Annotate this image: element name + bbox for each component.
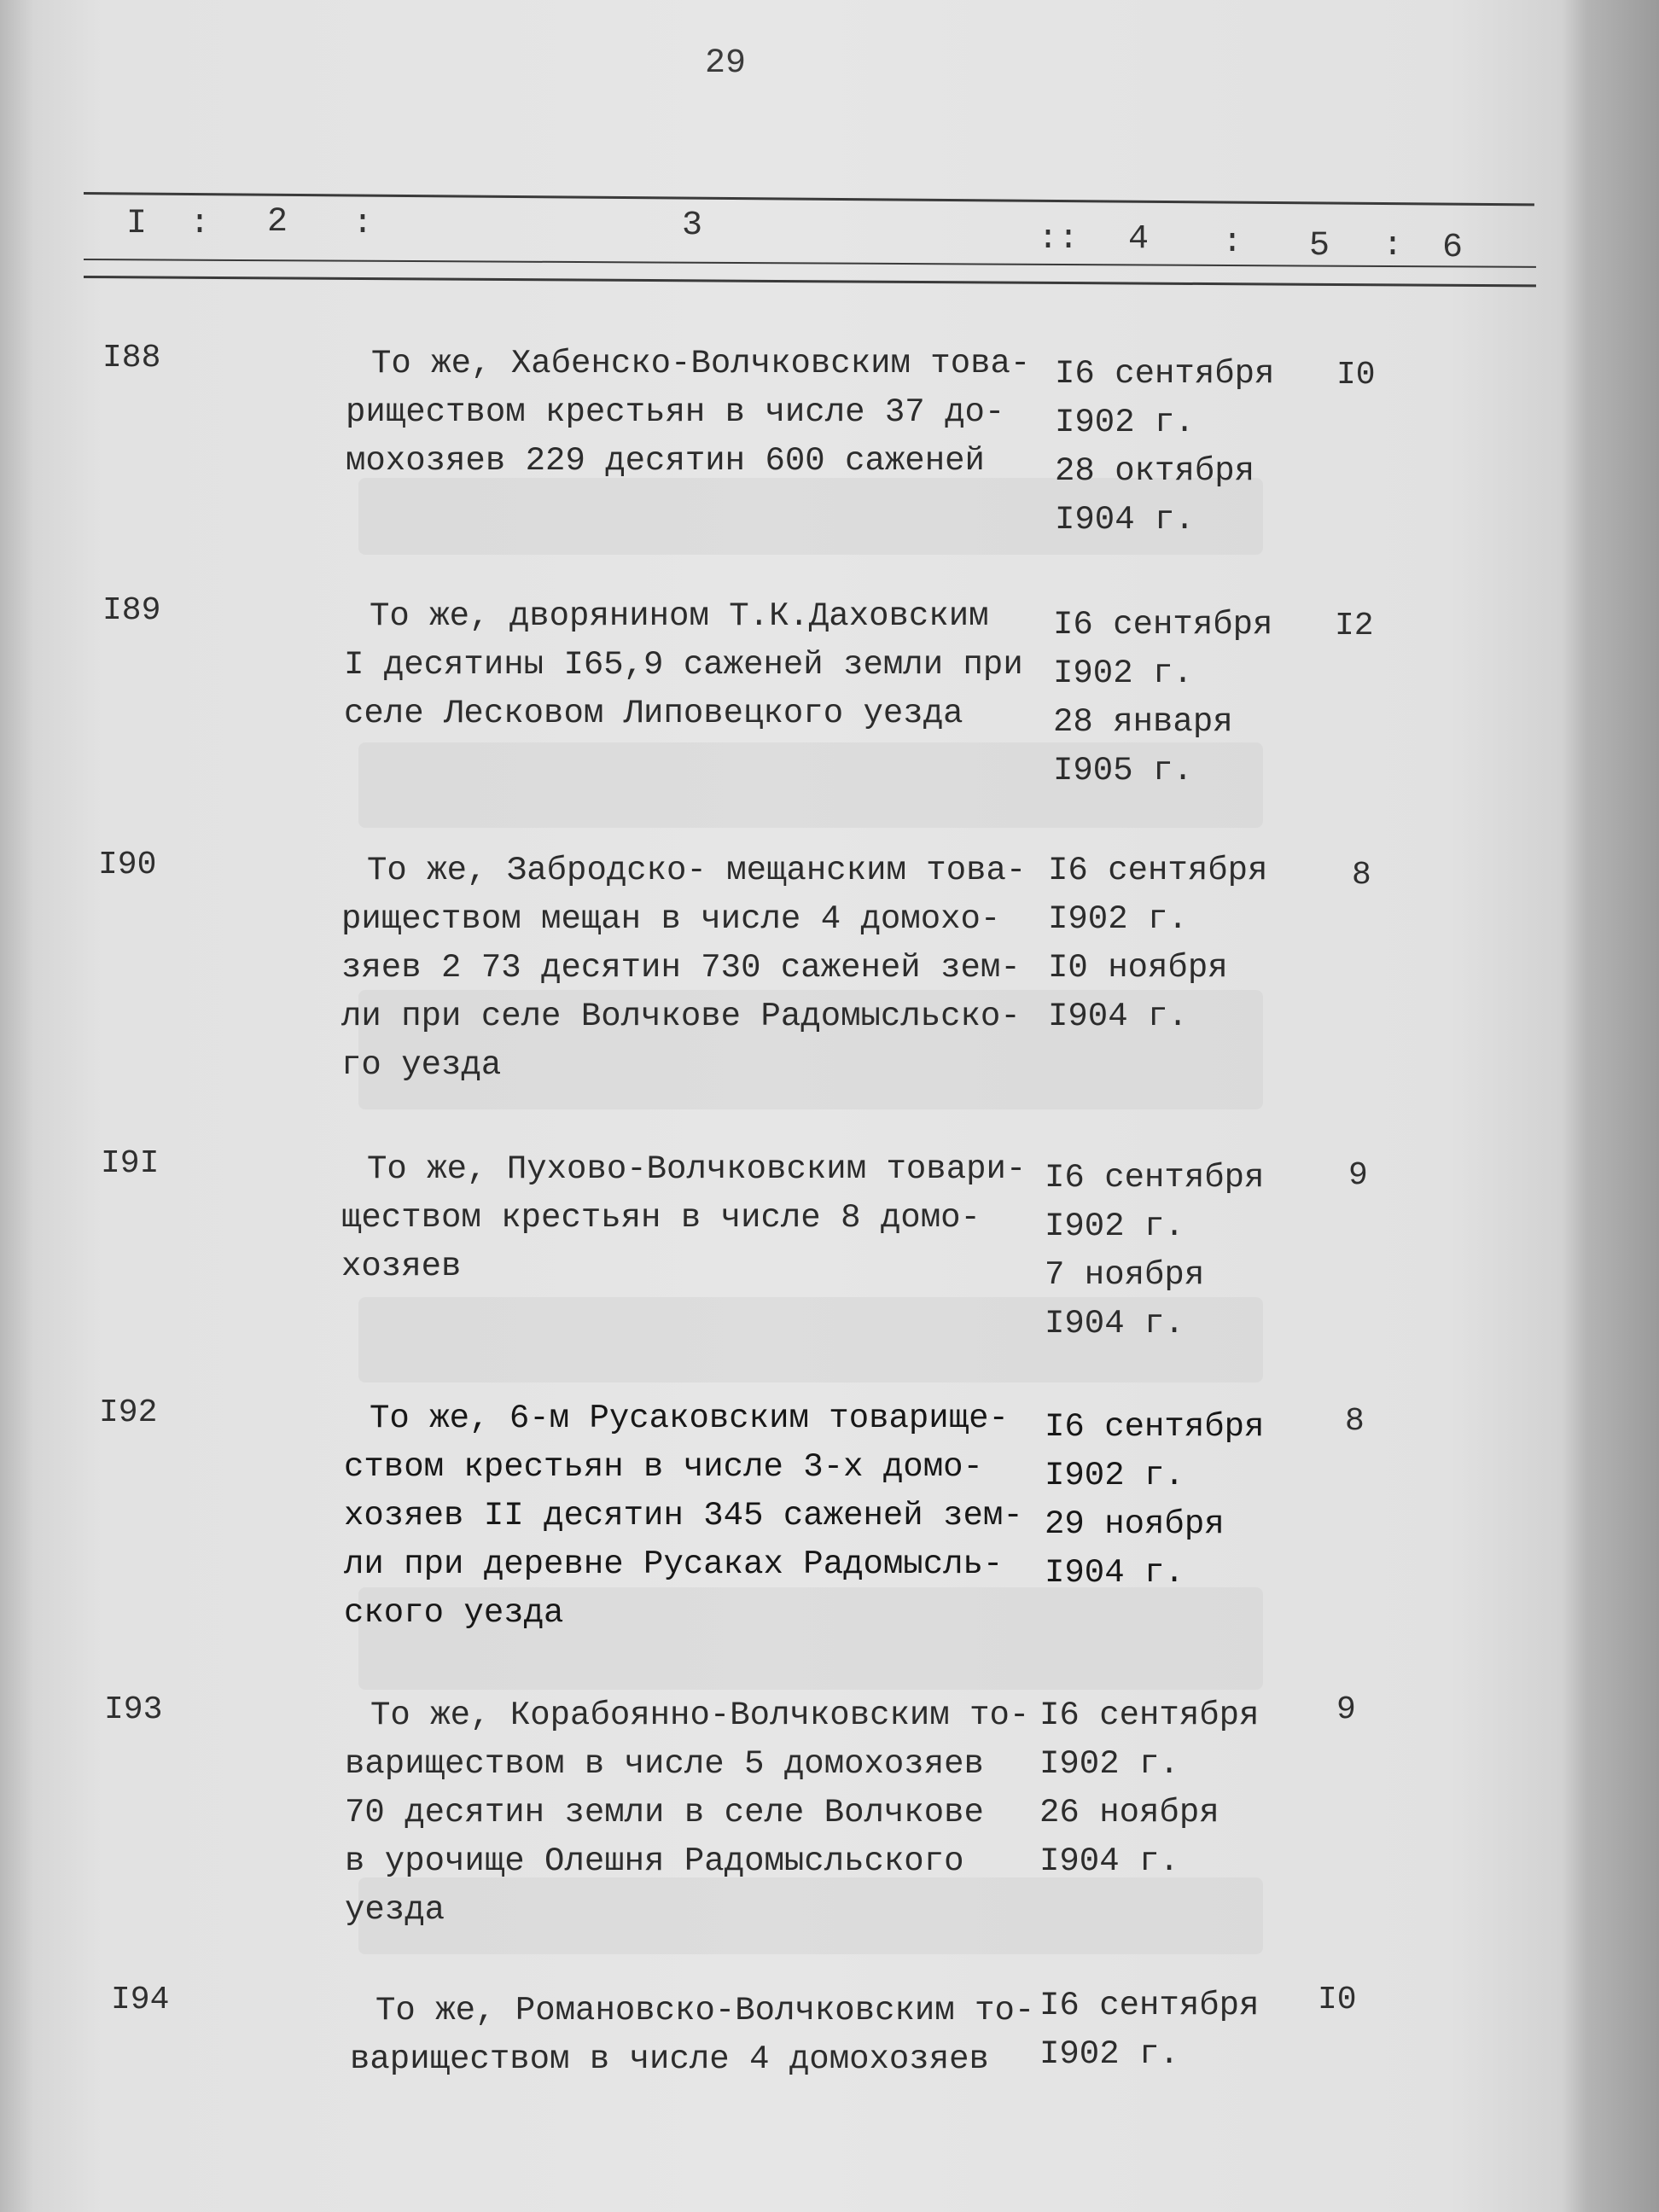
date-line: I902 г. [1055, 404, 1195, 441]
description-line: То же, Хабенско-Волчковским това- [371, 345, 1031, 382]
date-line: I6 сентября [1039, 1697, 1260, 1734]
entry-count: 9 [1348, 1157, 1368, 1194]
description-line: уезда [345, 1891, 445, 1929]
description-line: 70 десятин земли в селе Волчкове [345, 1794, 984, 1831]
description-line: То же, Пухово-Волчковским товари- [367, 1150, 1027, 1188]
entry-count: 9 [1336, 1691, 1356, 1728]
column-header-1: I [126, 205, 148, 243]
description-line: То же, дворянином Т.К.Даховским [370, 597, 989, 635]
entry-number: I93 [104, 1691, 163, 1728]
entry-count: I0 [1336, 357, 1376, 393]
entry-description [344, 1394, 1052, 1638]
entry-description [346, 340, 1054, 486]
entry-dates [1055, 350, 1311, 544]
description-line: хозяев [341, 1248, 462, 1285]
date-line: I0 ноября [1048, 949, 1228, 987]
date-line: I6 сентября [1045, 1408, 1265, 1446]
description-line: То же, 6-м Русаковским товарище- [370, 1400, 1009, 1437]
entry-dates [1039, 1982, 1295, 2079]
description-line: ществом крестьян в числе 8 домо- [341, 1199, 981, 1237]
description-line: вариществом в числе 4 домохозяев [350, 2040, 989, 2078]
description-line: ского уезда [344, 1594, 564, 1632]
date-line: I902 г. [1045, 1208, 1185, 1245]
entry-dates [1045, 1403, 1301, 1598]
column-header-6: 6 [1442, 229, 1464, 267]
column-header-4: 4 [1128, 220, 1150, 259]
description-line: То же, Корабоянно-Волчковским то- [370, 1697, 1030, 1734]
date-line: I904 г. [1048, 998, 1188, 1035]
entry-number: I92 [99, 1394, 158, 1431]
column-header-3: 3 [682, 207, 703, 245]
date-line: I6 сентября [1048, 852, 1268, 889]
description-line: вариществом в числе 5 домохозяев [345, 1745, 984, 1783]
entry-number: I9I [101, 1145, 160, 1182]
date-line: I902 г. [1048, 900, 1188, 938]
description-line: ли при селе Волчкове Радомысльско- [341, 998, 1021, 1035]
entry-count: 8 [1345, 1403, 1365, 1440]
entry-description [341, 847, 1050, 1090]
description-line: риществом мещан в числе 4 домохо- [341, 900, 1001, 938]
column-separator: : [1222, 224, 1243, 262]
entry-number: I94 [111, 1982, 170, 2018]
entry-dates [1045, 1154, 1301, 1348]
date-line: 7 ноября [1045, 1256, 1205, 1294]
entry-dates [1053, 601, 1309, 795]
date-line: I905 г. [1053, 752, 1193, 789]
column-separator: : [1382, 227, 1404, 265]
date-line: I902 г. [1039, 1745, 1179, 1783]
date-line: I6 сентября [1055, 355, 1275, 393]
description-line: риществом крестьян в числе 37 до- [346, 393, 1005, 431]
description-line: мохозяев 229 десятин 600 саженей [346, 442, 985, 480]
date-line: I904 г. [1045, 1554, 1185, 1592]
entry-description [341, 1145, 1050, 1291]
description-line: То же, Забродско- мещанским това- [367, 852, 1027, 889]
entry-count: 8 [1352, 857, 1371, 894]
description-line: зяев 2 73 десятин 730 саженей зем- [341, 949, 1021, 987]
column-header-2: 2 [267, 203, 288, 242]
table-header-bottom-rule [84, 276, 1536, 287]
description-line: го уезда [341, 1046, 502, 1084]
date-line: I902 г. [1053, 655, 1193, 692]
entry-count: I0 [1318, 1982, 1357, 2018]
date-line: 28 января [1053, 703, 1233, 741]
description-line: ли при деревне Русаках Радомысль- [344, 1545, 1004, 1583]
column-separator: :: [1038, 220, 1080, 259]
entry-description [345, 1691, 1053, 1935]
entry-count: I2 [1335, 608, 1374, 644]
entry-dates [1048, 847, 1304, 1041]
date-line: 28 октября [1055, 452, 1255, 490]
date-line: I902 г. [1039, 2035, 1179, 2073]
table-header-top-rule [84, 192, 1534, 206]
date-line: I6 сентября [1053, 606, 1273, 643]
entry-number: I90 [98, 847, 157, 883]
date-line: I6 сентября [1045, 1159, 1265, 1196]
date-line: I904 г. [1055, 501, 1195, 538]
date-line: I904 г. [1039, 1842, 1179, 1880]
description-line: То же, Романовско-Волчковским то- [375, 1992, 1035, 2029]
entry-description [350, 1987, 1058, 2084]
column-header-5: 5 [1309, 227, 1330, 265]
description-line: I десятины I65,9 саженей земли при [344, 646, 1023, 684]
date-line: I902 г. [1045, 1457, 1185, 1494]
date-line: 26 ноября [1039, 1794, 1220, 1831]
column-separator: : [189, 205, 211, 243]
description-line: ством крестьян в числе 3-х домо- [344, 1448, 983, 1486]
date-line: 29 ноября [1045, 1505, 1225, 1543]
description-line: селе Лесковом Липовецкого уезда [344, 695, 963, 732]
column-separator: : [352, 205, 374, 243]
entry-description [344, 592, 1052, 738]
description-line: в урочище Олешня Радомысльского [345, 1842, 964, 1880]
date-line: I904 г. [1045, 1305, 1185, 1342]
entry-dates [1039, 1691, 1295, 1886]
date-line: I6 сентября [1039, 1987, 1260, 2024]
description-line: хозяев II десятин 345 саженей зем- [344, 1497, 1023, 1534]
entry-number: I88 [102, 340, 161, 376]
page-number: 29 [704, 44, 746, 83]
entry-number: I89 [102, 592, 161, 629]
